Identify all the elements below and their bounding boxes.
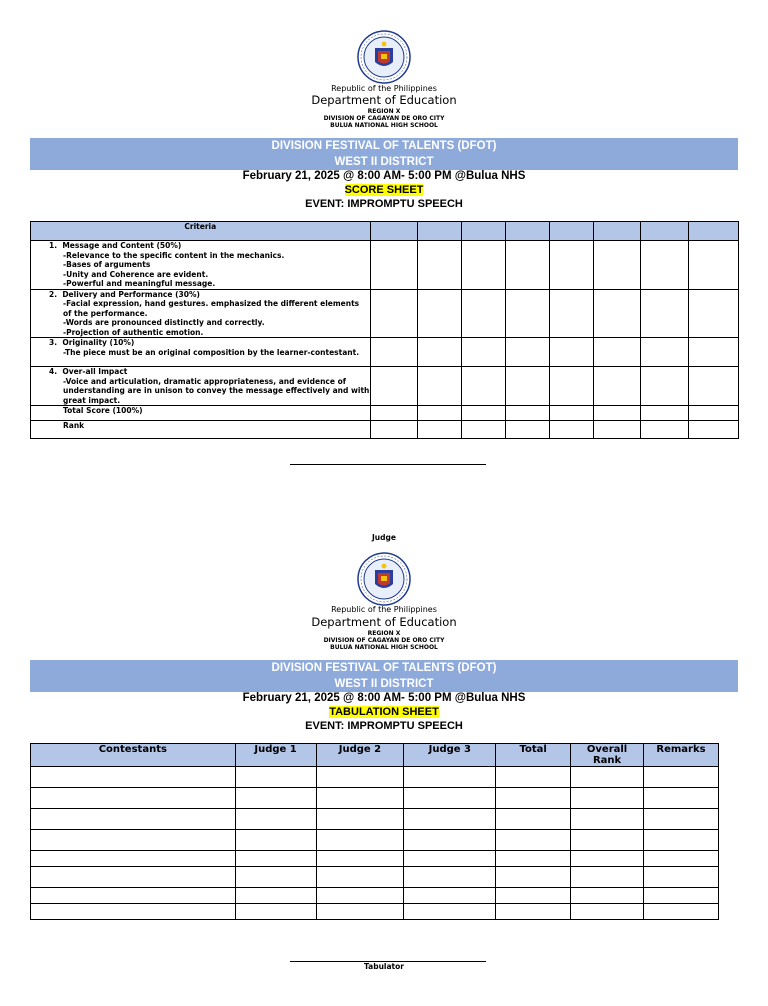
table-cell[interactable]	[496, 809, 571, 830]
criteria-number: 1.	[49, 241, 58, 250]
table-cell[interactable]	[31, 904, 236, 920]
table-row	[31, 904, 719, 920]
score-cell[interactable]	[462, 289, 506, 338]
department-text: Department of Education	[311, 93, 457, 107]
judge-signature-line	[290, 464, 486, 465]
score-cell[interactable]	[370, 406, 417, 421]
table-cell[interactable]	[496, 904, 571, 920]
republic-text: Republic of the Philippines	[331, 605, 437, 614]
table-row	[31, 867, 719, 888]
table-cell[interactable]	[644, 767, 719, 788]
total-label: Total Score (100%)	[31, 406, 371, 421]
score-cell[interactable]	[641, 338, 689, 367]
score-cell[interactable]	[506, 338, 550, 367]
col-header-remarks: Remarks	[644, 744, 719, 767]
table-cell[interactable]	[316, 788, 404, 809]
table-cell[interactable]	[404, 867, 496, 888]
score-cell[interactable]	[641, 406, 689, 421]
col-header-judge-1: Judge 1	[235, 744, 316, 767]
table-cell[interactable]	[644, 788, 719, 809]
festival-title: DIVISION FESTIVAL OF TALENTS (DFOT)	[271, 662, 497, 674]
table-row	[31, 767, 719, 788]
district-title: WEST II DISTRICT	[334, 678, 434, 690]
table-cell[interactable]	[644, 809, 719, 830]
department-text: Department of Education	[311, 615, 457, 629]
score-cell[interactable]	[506, 367, 550, 406]
score-cell[interactable]	[462, 367, 506, 406]
score-cell[interactable]	[462, 406, 506, 421]
table-cell[interactable]	[235, 767, 316, 788]
table-cell[interactable]	[496, 851, 571, 867]
region-text: REGION X	[367, 108, 401, 115]
score-cell[interactable]	[462, 241, 506, 290]
score-cell[interactable]	[689, 338, 739, 367]
score-cell[interactable]	[370, 338, 417, 367]
table-cell[interactable]	[31, 767, 236, 788]
table-cell[interactable]	[571, 867, 644, 888]
contestant-col-header	[594, 222, 641, 241]
table-row	[31, 851, 719, 867]
criteria-row	[31, 367, 739, 406]
table-cell[interactable]	[31, 851, 236, 867]
score-cell[interactable]	[594, 421, 641, 439]
criteria-row	[31, 289, 739, 338]
col-header-judge-2: Judge 2	[316, 744, 404, 767]
score-cell[interactable]	[550, 241, 594, 290]
score-cell[interactable]	[462, 421, 506, 439]
rank-label: Rank	[31, 421, 371, 439]
deped-seal-logo	[357, 30, 411, 84]
contestant-col-header	[370, 222, 417, 241]
criteria-detail: -Facial expression, hand gestures. emphasized the different elements of the performance.	[63, 299, 360, 318]
score-cell[interactable]	[594, 406, 641, 421]
table-cell[interactable]	[571, 851, 644, 867]
score-cell[interactable]	[594, 338, 641, 367]
republic-text: Republic of the Philippines	[331, 84, 437, 93]
score-cell[interactable]	[689, 289, 739, 338]
col-header-total: Total	[496, 744, 571, 767]
criteria-title: Originality (10%)	[62, 338, 135, 347]
col-header-contestants: Contestants	[31, 744, 236, 767]
score-sheet-title: SCORE SHEET	[344, 184, 424, 196]
score-sheet-title-line	[0, 184, 768, 196]
table-cell[interactable]	[31, 867, 236, 888]
score-cell[interactable]	[506, 421, 550, 439]
table-cell[interactable]	[316, 830, 404, 851]
score-cell[interactable]	[506, 406, 550, 421]
criteria-title: Delivery and Performance (30%)	[62, 289, 200, 299]
table-cell[interactable]	[235, 788, 316, 809]
score-cell[interactable]	[550, 406, 594, 421]
score-cell[interactable]	[370, 367, 417, 406]
score-cell[interactable]	[462, 338, 506, 367]
district-title: WEST II DISTRICT	[334, 156, 434, 168]
school-text: BULUA NATIONAL HIGH SCHOOL	[330, 644, 438, 651]
score-cell[interactable]	[550, 289, 594, 338]
criteria-number: 4.	[49, 367, 58, 376]
table-cell[interactable]	[644, 851, 719, 867]
table-cell[interactable]	[571, 888, 644, 904]
table-cell[interactable]	[235, 830, 316, 851]
tabulation-header-row	[31, 744, 719, 767]
contestant-col-header	[417, 222, 462, 241]
contestant-col-header	[689, 222, 739, 241]
contestant-col-header	[641, 222, 689, 241]
division-text: DIVISION OF CAGAYAN DE ORO CITY	[323, 115, 445, 122]
score-cell[interactable]	[370, 289, 417, 338]
table-cell[interactable]	[571, 809, 644, 830]
table-cell[interactable]	[644, 867, 719, 888]
table-row	[31, 809, 719, 830]
table-cell[interactable]	[235, 851, 316, 867]
school-text: BULUA NATIONAL HIGH SCHOOL	[330, 122, 438, 129]
criteria-cell	[31, 367, 371, 406]
score-cell[interactable]	[550, 421, 594, 439]
table-cell[interactable]	[31, 830, 236, 851]
table-cell[interactable]	[571, 767, 644, 788]
criteria-cell	[31, 338, 371, 367]
table-cell[interactable]	[404, 904, 496, 920]
criteria-title: Message and Content (50%)	[62, 241, 182, 250]
criteria-cell	[31, 241, 371, 290]
score-cell[interactable]	[417, 241, 462, 290]
criteria-header: Criteria	[31, 222, 371, 241]
table-cell[interactable]	[571, 788, 644, 809]
criteria-detail: -Powerful and meaningful message.	[63, 279, 216, 288]
table-cell[interactable]	[31, 788, 236, 809]
festival-band	[30, 138, 738, 170]
table-row	[31, 888, 719, 904]
criteria-title: Over-all Impact	[62, 367, 128, 376]
col-header-overall-rank: Overall Rank	[571, 744, 644, 767]
score-cell[interactable]	[689, 421, 739, 439]
score-cell[interactable]	[641, 367, 689, 406]
table-cell[interactable]	[644, 888, 719, 904]
table-cell[interactable]	[235, 809, 316, 830]
table-cell[interactable]	[31, 888, 236, 904]
contestant-col-header	[506, 222, 550, 241]
judge-label: Judge	[372, 533, 396, 542]
criteria-row	[31, 241, 739, 290]
table-cell[interactable]	[404, 888, 496, 904]
tabulator-label: Tabulator	[364, 962, 404, 971]
score-header-row	[31, 222, 739, 241]
score-cell[interactable]	[506, 289, 550, 338]
criteria-detail: -Bases of arguments	[63, 260, 151, 269]
criteria-cell	[31, 289, 371, 338]
table-cell[interactable]	[316, 767, 404, 788]
score-cell[interactable]	[370, 241, 417, 290]
score-cell[interactable]	[641, 241, 689, 290]
table-cell[interactable]	[31, 809, 236, 830]
score-cell[interactable]	[641, 421, 689, 439]
col-header-judge-3: Judge 3	[404, 744, 496, 767]
score-cell[interactable]	[689, 241, 739, 290]
division-text: DIVISION OF CAGAYAN DE ORO CITY	[323, 637, 445, 644]
criteria-number: 3.	[49, 338, 58, 347]
criteria-detail: -Words are pronounced distinctly and correctly.	[63, 318, 265, 327]
contestant-col-header	[462, 222, 506, 241]
criteria-detail: -Unity and Coherence are evident.	[63, 269, 209, 279]
table-cell[interactable]	[496, 830, 571, 851]
criteria-row	[31, 338, 739, 367]
score-cell[interactable]	[641, 289, 689, 338]
table-cell[interactable]	[644, 904, 719, 920]
region-text: REGION X	[367, 630, 401, 637]
criteria-detail: -Voice and articulation, dramatic appropriateness, and evidence of understanding are in unison to convey the message effectively and with great impact.	[63, 376, 370, 405]
table-row	[31, 788, 719, 809]
criteria-detail: -The piece must be an original composition by the learner-contestant.	[63, 347, 360, 357]
table-cell[interactable]	[496, 888, 571, 904]
criteria-number: 2.	[49, 289, 58, 299]
table-cell[interactable]	[316, 809, 404, 830]
score-cell[interactable]	[417, 338, 462, 367]
table-cell[interactable]	[496, 867, 571, 888]
tabulation-table	[30, 743, 719, 920]
score-cell[interactable]	[417, 367, 462, 406]
festival-title: DIVISION FESTIVAL OF TALENTS (DFOT)	[271, 140, 497, 152]
table-cell[interactable]	[404, 809, 496, 830]
table-cell[interactable]	[316, 867, 404, 888]
score-cell[interactable]	[689, 367, 739, 406]
score-cell[interactable]	[689, 406, 739, 421]
score-cell[interactable]	[417, 406, 462, 421]
table-cell[interactable]	[235, 867, 316, 888]
criteria-detail: -Relevance to the specific content in the mechanics.	[63, 250, 285, 260]
total-row	[31, 406, 739, 421]
tabulation-sheet-title-line	[0, 706, 768, 718]
deped-seal-logo	[357, 552, 411, 606]
event-name: EVENT: IMPROMPTU SPEECH	[305, 720, 463, 732]
criteria-detail: -Projection of authentic emotion.	[63, 327, 204, 337]
table-cell[interactable]	[496, 767, 571, 788]
table-cell[interactable]	[571, 904, 644, 920]
score-cell[interactable]	[550, 367, 594, 406]
table-cell[interactable]	[404, 830, 496, 851]
score-sheet-table	[30, 221, 739, 439]
table-cell[interactable]	[496, 788, 571, 809]
table-row	[31, 830, 719, 851]
score-cell[interactable]	[370, 421, 417, 439]
table-cell[interactable]	[316, 904, 404, 920]
table-cell[interactable]	[571, 830, 644, 851]
event-name: EVENT: IMPROMPTU SPEECH	[305, 198, 463, 210]
table-cell[interactable]	[404, 767, 496, 788]
score-cell[interactable]	[594, 241, 641, 290]
score-cell[interactable]	[594, 367, 641, 406]
festival-band	[30, 660, 738, 692]
event-date: February 21, 2025 @ 8:00 AM- 5:00 PM @Bulua NHS	[242, 170, 526, 182]
table-cell[interactable]	[235, 888, 316, 904]
score-cell[interactable]	[550, 338, 594, 367]
event-date: February 21, 2025 @ 8:00 AM- 5:00 PM @Bulua NHS	[242, 692, 526, 704]
contestant-col-header	[550, 222, 594, 241]
rank-row	[31, 421, 739, 439]
table-cell[interactable]	[316, 888, 404, 904]
score-cell[interactable]	[506, 241, 550, 290]
tabulation-sheet-title: TABULATION SHEET	[329, 706, 439, 718]
score-cell[interactable]	[417, 421, 462, 439]
table-cell[interactable]	[316, 851, 404, 867]
score-cell[interactable]	[417, 289, 462, 338]
score-cell[interactable]	[594, 289, 641, 338]
table-cell[interactable]	[404, 788, 496, 809]
table-cell[interactable]	[235, 904, 316, 920]
table-cell[interactable]	[644, 830, 719, 851]
table-cell[interactable]	[404, 851, 496, 867]
